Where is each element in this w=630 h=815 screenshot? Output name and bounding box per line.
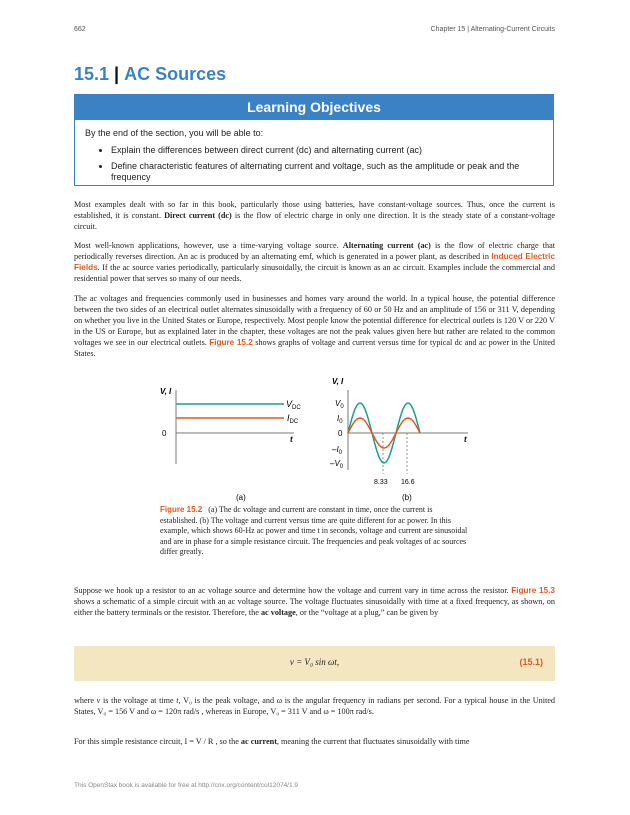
text: Suppose we hook up a resistor to an ac voltage source and determine how the voltage and current vary in time across the resistor. <box>74 586 512 595</box>
text: . If the ac source varies periodically, particularly sinusoidally, the circuit is known as an ac circuit. Examples include the commercial and residential power that serves so many of our needs. <box>74 263 555 283</box>
objective-item: • Explain the differences between direct current (dc) and alternating current (ac) <box>111 145 539 156</box>
text: is the flow of electric charge in only one direction. It is the steady state of a constant-voltage circuit. <box>74 211 556 231</box>
var-t: t <box>176 696 179 705</box>
title-separator: | <box>114 64 120 84</box>
text: , or the “voltage at a plug,” can be given by <box>295 608 439 617</box>
neg-v0-label: $-V_0$ <box>330 459 344 470</box>
link-induced-electric-fields[interactable]: Induced Electric Fields <box>74 252 555 272</box>
paragraph-definitions <box>74 695 555 717</box>
term-ac-voltage: ac voltage <box>260 608 296 617</box>
equation-number: (15.1) <box>519 657 543 667</box>
figure-15-2 <box>150 372 480 504</box>
text: is the voltage at time <box>100 696 177 705</box>
learning-objectives-list <box>75 145 553 183</box>
text: , meaning the current that fluctuates sinusoidally with time <box>276 737 470 746</box>
panel-b <box>329 377 468 486</box>
tick-label-8-33: 8.33 <box>374 479 388 486</box>
i0-label: $I_0$ <box>337 414 343 425</box>
objective-item: • Define characteristic features of alternating current and voltage, such as the amplitude or peak and the frequency <box>111 161 539 183</box>
panel-a-label: (a) <box>236 493 246 502</box>
learning-objectives-title: Learning Objectives <box>75 95 553 120</box>
text: where <box>74 696 97 705</box>
tick-label-16-6: 16.6 <box>401 479 415 486</box>
idc-label: $I_{DC}$ <box>287 413 299 425</box>
vdc-label: $V_{DC}$ <box>286 399 301 411</box>
paragraph-ac <box>74 240 555 284</box>
panel-a-zero-label: 0 <box>162 429 167 438</box>
chapter-header: Chapter 15 | Alternating-Current Circuits <box>430 26 555 33</box>
term-ac-current: ac current <box>240 737 277 746</box>
panel-a-t-label: t <box>290 435 293 444</box>
footer-note: This OpenStax book is available for free at http://cnx.org/content/col12074/1.9 <box>74 782 299 789</box>
page-number: 662 <box>74 26 86 33</box>
panel-b-t-label: t <box>464 435 467 444</box>
panel-b-y-axis-label: V, I <box>332 377 344 386</box>
neg-i0-label: $-I_0$ <box>332 445 343 456</box>
section-title <box>74 64 226 85</box>
text: shows a schematic of a simple circuit with an ac voltage source. The voltage fluctuates sinusoidally with time at a fixed frequency, as shown, on either the battery terminals or the resistor. Therefore, the <box>74 597 555 617</box>
text: shows graphs of voltage and current versus time for typical dc and ac power in the United States. <box>74 338 555 358</box>
text: The ac voltages and frequencies commonly used in businesses and homes vary around the world. In a typical house, the potential difference between the two sides of an electrical outlet alternates sinusoidally with a frequency of 60 or 50 Hz and an amplitude of 156 or 311 V, depending on whether you live in the United States or Europe, respectively. Most people know the potential difference for electrical outlets is 120 V or 220 V in the US or Europe, but as explained later in the chapter, these voltages are not the peak values given here but rather are related to the common voltages we see in our electrical outlets. <box>74 294 555 347</box>
v0-label: $V_0$ <box>335 399 344 410</box>
equation-15-1: v = V₀ sin ωt, <box>289 657 340 667</box>
equation-box <box>74 646 555 681</box>
var-v: v <box>96 696 101 705</box>
panel-b-zero-label: 0 <box>338 429 343 438</box>
section-number: 15.1 <box>74 64 110 84</box>
learning-objectives-intro: By the end of the section, you will be able to: <box>85 128 264 138</box>
figure-caption <box>160 505 470 558</box>
panel-b-label: (b) <box>402 493 412 502</box>
paragraph-ac-current <box>74 736 555 747</box>
text: is the flow of electric charge that periodically reverses direction. An ac is produced by an alternating emf, which is generated in a power plant, as described in <box>74 241 555 261</box>
term-direct-current: Direct current (dc) <box>164 211 232 220</box>
panel-a-y-axis-label: V, I <box>160 387 172 396</box>
link-figure-15-2[interactable]: Figure 15.2 <box>209 338 253 347</box>
learning-objectives-box <box>74 94 554 186</box>
link-figure-15-3[interactable]: Figure 15.3 <box>511 586 555 595</box>
panel-a <box>160 387 301 464</box>
figure-caption-text: (a) The dc voltage and current are constant in time, once the current is established. (b) The voltage and current versus time are quite different for ac power. In this example, which shows 60-Hz ac power and time t in seconds, voltage and current are sinusoidal and are in phase for a simple resistance circuit. The frequencies and peak voltages of ac sources differ greatly. <box>160 505 468 556</box>
paragraph-resistor <box>74 585 555 618</box>
text: Most examples dealt with so far in this book, particularly those using batteries, have constant-voltage sources. Thus, once the current is established, it is constant. <box>74 200 555 220</box>
paragraph-voltages <box>74 293 555 359</box>
section-name: AC Sources <box>124 64 227 84</box>
term-alternating-current: Alternating current (ac) <box>342 241 431 250</box>
figure-caption-label: Figure 15.2 <box>160 505 203 514</box>
text: Most well-known applications, however, use a time-varying voltage source. <box>74 241 343 250</box>
paragraph-dc <box>74 199 555 232</box>
text: , V₀ is the peak voltage, and ω is the angular frequency in radians per second. For a typical house in the United States, V₀ = 156 V and ω = 120π rad/s , whereas in Europe, V₀ = 311 V and ω = 100π rad/s. <box>74 696 555 716</box>
text: For this simple resistance circuit, I = V / R , so the <box>74 737 241 746</box>
